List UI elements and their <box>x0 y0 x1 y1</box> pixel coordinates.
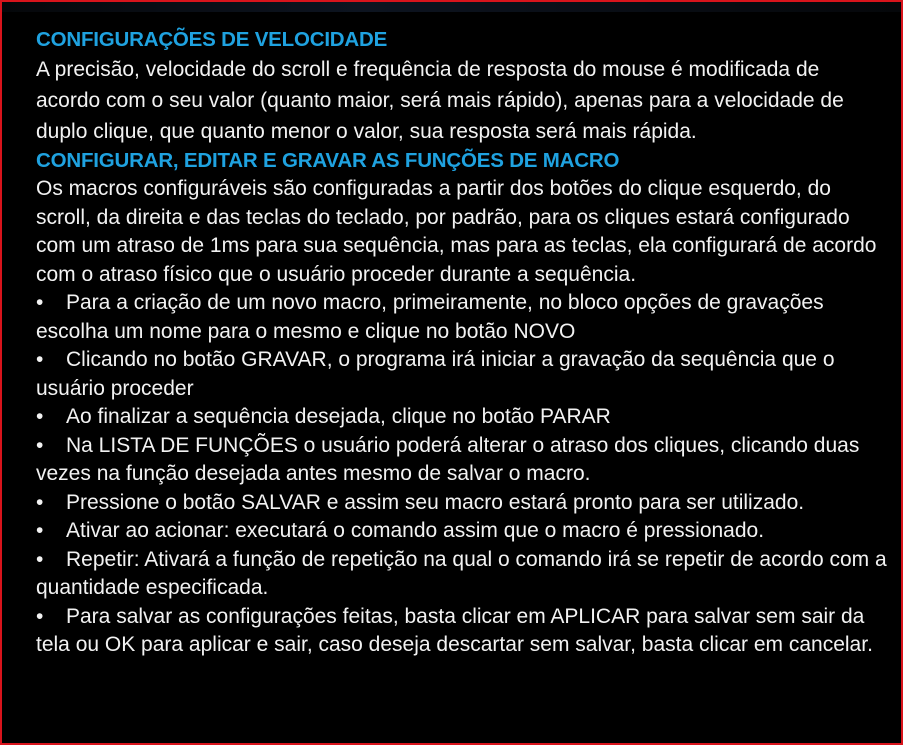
list-item-text: Ativar ao acionar: executará o comando assim que o macro é pressionado. <box>66 519 765 542</box>
bullet-icon: • <box>36 348 44 371</box>
list-item <box>36 603 888 660</box>
speed-paragraph: A precisão, velocidade do scroll e frequência de resposta do mouse é modificada de acordo com o seu valor (quanto maior, será mais rápido), apenas para a velocidade de duplo clique, que quanto menor o valor, sua resposta será mais rápida. <box>36 58 844 143</box>
section-heading-macro: CONFIGURAR, EDITAR E GRAVAR AS FUNÇÕES DE MACRO <box>36 149 620 172</box>
list-item-text: Repetir: Ativará a função de repetição na qual o comando irá se repetir de acordo com a quantidade especificada. <box>36 547 887 599</box>
list-item-text: Para salvar as configurações feitas, basta clicar em APLICAR para salvar sem sair da tela ou OK para aplicar e sair, caso deseja descartar sem salvar, basta clicar em cancelar. <box>36 604 873 656</box>
list-item <box>36 403 888 432</box>
bullet-icon: • <box>36 519 44 542</box>
list-item-text: Na LISTA DE FUNÇÕES o usuário poderá alterar o atraso dos cliques, clicando duas vezes na função desejada antes mesmo de salvar o macro. <box>36 433 860 485</box>
bullet-icon: • <box>36 291 44 314</box>
bullet-icon: • <box>36 490 44 514</box>
list-item <box>36 289 888 346</box>
list-item-text: Ao finalizar a sequência desejada, clique no botão PARAR <box>66 405 611 428</box>
list-item-text: Pressione o botão SALVAR e assim seu macro estará pronto para ser utilizado. <box>66 490 805 514</box>
bullet-icon: • <box>36 433 44 457</box>
list-item <box>36 489 888 518</box>
macro-paragraph: Os macros configuráveis são configuradas a partir dos botões do clique esquerdo, do scroll, da direita e das teclas do teclado, por padrão, para os cliques estará configurado com um atraso de 1ms para sua sequência, mas para as teclas, ela configurará de acordo com o atraso físico que o usuário proceder durante a sequência. <box>36 177 877 286</box>
bullet-icon: • <box>36 405 44 428</box>
list-item <box>36 517 888 546</box>
list-item-text: Para a criação de um novo macro, primeiramente, no bloco opções de gravações escolha um nome para o mesmo e clique no botão NOVO <box>36 291 824 343</box>
bullet-icon: • <box>36 547 44 571</box>
macro-bullet-list <box>36 289 888 660</box>
manual-content <box>36 26 888 660</box>
header-image-strip <box>2 2 901 12</box>
list-item <box>36 432 888 489</box>
list-item-text: Clicando no botão GRAVAR, o programa irá iniciar a gravação da sequência que o usuário proceder <box>36 348 835 400</box>
list-item <box>36 546 888 603</box>
bullet-icon: • <box>36 604 44 628</box>
section-heading-speed: CONFIGURAÇÕES DE VELOCIDADE <box>36 28 388 51</box>
list-item <box>36 346 888 403</box>
